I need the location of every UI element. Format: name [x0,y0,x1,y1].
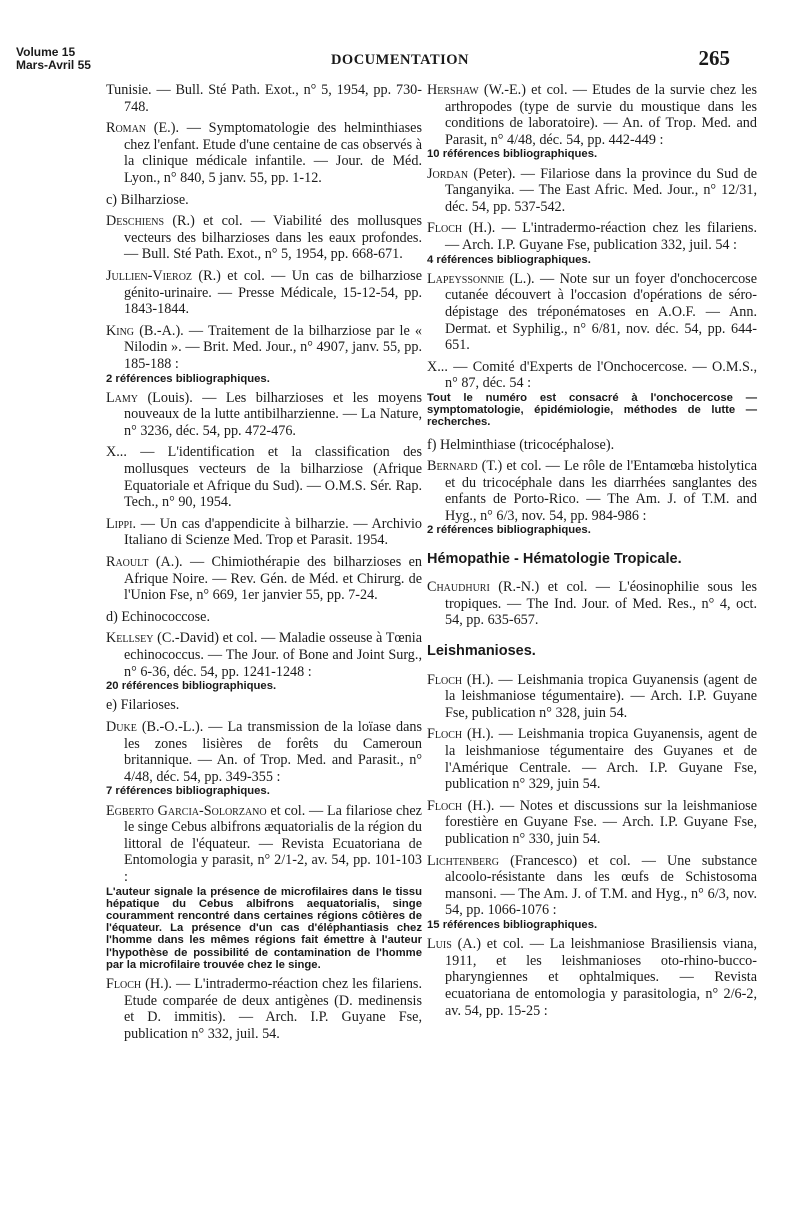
bibliography-entry: King (B.-A.). — Traitement de la bilharziose par le « Nilodin ». — Brit. Med. Jour., n° 4907, janv. 55, pp. 185-188 : [106,322,422,372]
bibliography-entry: X... — Comité d'Experts de l'Onchocercose. — O.M.S., n° 87, déc. 54 : [427,358,757,392]
bibliography-entry: Deschiens (R.) et col. — Viabilité des mollusques vecteurs des bilharzioses dans les eaux profondes. — Bull. Sté Path. Exot., n° 5, 1954, pp. 668-671. [106,213,422,263]
entry-author: Floch [427,726,463,743]
running-title: DOCUMENTATION [330,52,470,68]
issue-label: Mars-Avril 55 [16,58,91,72]
entry-author: Lamy [106,389,139,406]
entry-author: Bernard [427,458,478,475]
entry-author: Roman [106,120,147,137]
bibliography-entry: Lapeyssonnie (L.). — Note sur un foyer d'onchocercose cutanée découvert à l'occasion d'opérations de séro-dépistage des tréponématoses en A.O.F. — Ann. Dermat. et Syphilig., n° 6/81, nov. déc. 54, pp. 644-651. [427,270,757,354]
entry-author: Lichtenberg [427,852,499,869]
right-column [427,82,757,1024]
subsection-heading: e) Filarioses. [106,697,180,714]
entry-author: Lippi [106,515,133,532]
entry-note: Tout le numéro est consacré à l'onchocercose — symptomatologie, épidémiologie, méthodes de lutte — recherches. [427,391,757,429]
entry-author: Egberto Garcia-Solorzano [106,802,267,819]
bibliography-entry: Duke (B.-O.-L.). — La transmission de la loïase dans les zones lisières de forêts du Cameroun britannique. — An. of Trop. Med. and Parasit., n° 4/48, déc. 54, pp. 349-355 : [106,719,422,785]
bibliography-entry: Tunisie. — Bull. Sté Path. Exot., n° 5, 1954, pp. 730-748. [106,82,422,115]
entry-note: L'auteur signale la présence de microfilaires dans le tissu hépatique du Cebus albifrons aequatorialis, singe couramment rencontré dans certaines régions côtières de l'équateur. La présence d'un cas d'éléphantiasis chez l'homme dans les mêmes régions fait émettre à l'auteur l'hypothèse de possibilité de contamination de l'homme par la microfilaire trouvée chez le singe. [106,885,422,971]
entry-note: 2 références bibliographiques. [106,372,270,385]
entry-note: 15 références bibliographiques. [427,918,598,931]
entry-author: Chaudhuri [427,579,490,596]
entry-author: Duke [106,719,137,735]
bibliography-entry: Hershaw (W.-E.) et col. — Etudes de la survie chez les arthropodes (type de survie du moustique dans les conditions de laboratoire). — An. of Trop. Med. and Parasit, n° 4/48, déc. 54, pp. 442-449 : [427,82,757,148]
entry-author: Kellsey [106,630,154,647]
entry-author: Floch [427,220,463,237]
entry-author: Deschiens [106,213,165,230]
entry-author: Luis [427,936,452,953]
bibliography-entry: Bernard (T.) et col. — Le rôle de l'Entamœba histolytica et du tricocéphale dans les diarrhées sanglantes des enfants de Porto-Rico. — The Am. J. of T.M. and Hyg., n° 6/3, nov. 54, pp. 984-986 : [427,458,757,524]
entry-note: 2 références bibliographiques. [427,524,591,537]
subsection-heading: d) Echinococcose. [106,608,210,625]
bibliography-entry: Egberto Garcia-Solorzano et col. — La filariose chez le singe Cebus albifrons æquatorialis de la région du littoral de l'équateur. — Revista Ecuatoriana de Entomologia y parasit, n° 2/1-2, av. 54, pp. 101-103 : [106,802,422,885]
bibliography-entry: Floch (H.). — Leishmania tropica Guyanensis (agent de la leishmaniose tégumentaire). — Arch. I.P. Guyane Fse, publication n° 328, juin 54. [427,671,757,721]
section-heading: Hémopathie - Hématologie Tropicale. [427,550,682,567]
entry-note: 4 références bibliographiques. [427,253,591,266]
bibliography-entry: Floch (H.). — Notes et discussions sur la leishmaniose forestière en Guyane Fse. — Arch. I.P. Guyane Fse, publication n° 330, juin 54. [427,797,757,847]
left-column [106,82,422,1047]
entry-author: Floch [427,797,463,814]
volume-label: Volume 15 [16,45,76,59]
bibliography-entry: Roman (E.). — Symptomatologie des helminthiases chez l'enfant. Etude d'une centaine de cas observés à la clinique médicale infantile. — Jour. de Méd. Lyon., n° 840, 5 janv. 55, pp. 1-12. [106,120,422,186]
bibliography-entry: Floch (H.). — Leishmania tropica Guyanensis, agent de la leishmaniose tégumentaire des Guyanes et de l'Amérique Centrale. — Arch. I.P. Guyane Fse, publication n° 329, juin 54. [427,726,757,793]
bibliography-entry: Luis (A.) et col. — La leishmaniose Brasiliensis viana, 1911, et les leishmanioses oto-rhino-bucco-pharyngiennes et ophtalmiques. — Revista ecuatoriana de entomologia y parasitologia, n° 2/6-2, av. 54, pp. 15-25 : [427,936,757,1019]
entry-author: Raoult [106,554,149,571]
entry-author: Lapeyssonnie [427,270,505,287]
entry-author: Floch [106,975,142,992]
entry-author: Hershaw [427,82,479,98]
entry-note: 10 références bibliographiques. [427,148,598,161]
bibliography-entry: X... — L'identification et la classification des mollusques vecteurs de la bilharziose (Afrique Equatoriale et Afrique du Sud). — O.M.S. Sér. Rap. Tech., n° 90, 1954. [106,444,422,511]
bibliography-entry: Lichtenberg (Francesco) et col. — Une substance alcoolo-résistante dans les œufs de Schistosoma mansoni. — The Am. J. of T.M. and Hyg., n° 6/3, nov. 54, pp. 1066-1076 : [427,852,757,919]
entry-note: 7 références bibliographiques. [106,785,270,798]
bibliography-entry: Jullien-Vieroz (R.) et col. — Un cas de bilharziose génito-urinaire. — Presse Médicale, 15-12-54, pp. 1843-1844. [106,267,422,318]
bibliography-entry: Lamy (Louis). — Les bilharzioses et les moyens nouveaux de la lutte antibilharzienne. — La Nature, n° 3236, déc. 54, pp. 472-476. [106,389,422,439]
subsection-heading: f) Helminthiase (tricocéphalose). [427,436,615,453]
entry-author: Jordan [427,165,469,182]
bibliography-entry: Chaudhuri (R.-N.) et col. — L'éosinophilie sous les tropiques. — The Ind. Jour. of Med. Res., n° 4, oct. 54, pp. 635-657. [427,579,757,629]
entry-author: King [106,322,135,339]
entry-note: 20 références bibliographiques. [106,680,277,693]
bibliography-entry: Floch (H.). — L'intradermo-réaction chez les filariens. Etude comparée de deux antigènes (D. medinensis et D. immitis). — Arch. I.P. Guyane Fse, publication n° 332, juil. 54. [106,975,422,1042]
entry-author: Floch [427,671,463,688]
bibliography-entry: Jordan (Peter). — Filariose dans la province du Sud de Tanganyika. — The East Afric. Med. Jour., n° 12/31, déc. 54, pp. 537-542. [427,165,757,215]
subsection-heading: c) Bilharziose. [106,191,189,208]
section-heading: Leishmanioses. [427,643,536,660]
bibliography-entry: Floch (H.). — L'intradermo-réaction chez les filariens. — Arch. I.P. Guyane Fse, publication 332, juil. 54 : [427,220,757,253]
bibliography-entry: Lippi. — Un cas d'appendicite à bilharzie. — Archivio Italiano di Scienze Med. Trop et Parasit. 1954. [106,515,422,549]
page-number: 265 [698,46,730,70]
entry-author: Jullien-Vieroz [106,267,193,284]
bibliography-entry: Raoult (A.). — Chimiothérapie des bilharzioses en Afrique Noire. — Rev. Gén. de Méd. et Chirurg. de l'Union Fse, n° 669, 1er janvier 55, pp. 7-24. [106,554,422,604]
bibliography-entry: Kellsey (C.-David) et col. — Maladie osseuse à Tœnia echinococcus. — The Jour. of Bone and Joint Surg., n° 6-36, déc. 54, pp. 1241-1248 : [106,630,422,680]
